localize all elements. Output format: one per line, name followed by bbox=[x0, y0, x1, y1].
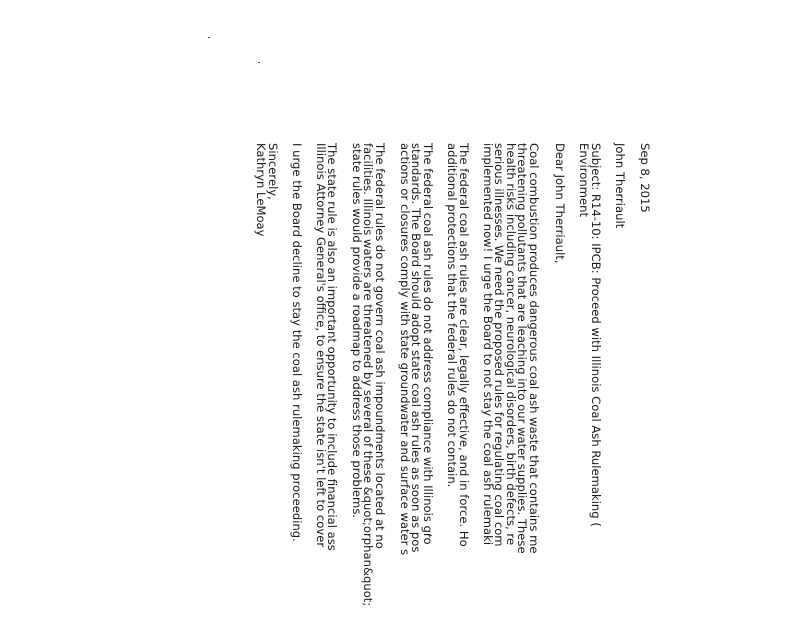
scan-speck bbox=[258, 62, 260, 63]
paragraph-line: Illinois Attorney General's office, to ensure the state isn't left to cover bbox=[313, 143, 328, 548]
letter-date: Sep 8, 2015 bbox=[638, 143, 652, 213]
paragraph-line: health risks including cancer, neurological disorders, birth defects, re bbox=[503, 143, 518, 546]
paragraph-line: The state rule is also an important opportunity to include financial ass bbox=[325, 143, 340, 551]
paragraph-line: The federal coal ash rules do not address compliance with Illinois gro bbox=[420, 143, 435, 545]
scan-speck bbox=[208, 37, 210, 38]
paragraph-line: The federal rules do not govern coal ash impoundments located at no bbox=[373, 143, 388, 549]
letter-signature: Kathryn LeMoay bbox=[253, 143, 268, 237]
paragraph-line: Coal combustion produces dangerous coal ash waste that contains me bbox=[527, 143, 542, 554]
paragraph-line: actions or closures comply with state groundwater and surface water s bbox=[397, 143, 412, 556]
letter-salutation: Dear John Therriault, bbox=[552, 143, 567, 264]
paragraph-line: state rules would provide a roadmap to address those problems. bbox=[349, 143, 364, 519]
letter-recipient: John Therriault bbox=[613, 143, 628, 229]
letter-closing: Sincerely, bbox=[265, 143, 280, 200]
paragraph-line: standards. The Board should adopt state coal ash rules as soon as pos bbox=[409, 143, 424, 553]
paragraph-line: implemented now! I urge the Board to not stay the coal ash rulemaki bbox=[480, 143, 495, 546]
paragraph-line: serious illnesses. We need the proposed rules for regulating coal com bbox=[492, 143, 507, 547]
letter-body bbox=[254, 143, 650, 618]
paragraph-line: The federal coal ash rules are clear, legally effective, and in force. Ho bbox=[457, 143, 472, 547]
paragraph-line: threatening pollutants that are leaching into our water supplies. These bbox=[515, 143, 530, 554]
paragraph-line: I urge the Board decline to stay the coal ash rulemaking proceeding. bbox=[290, 143, 305, 542]
letter-subject-line: Environment bbox=[577, 143, 592, 218]
letter-subject-line: Subject: R14-10: IPCB: Proceed with Illinois Coal Ash Rulemaking ( bbox=[588, 143, 603, 527]
paragraph-line: additional protections that the federal rules do not contain. bbox=[445, 143, 460, 488]
paragraph-line: facilities. Illinois waters are threatened by several of these &quot;orphan&quot; bbox=[361, 143, 376, 607]
